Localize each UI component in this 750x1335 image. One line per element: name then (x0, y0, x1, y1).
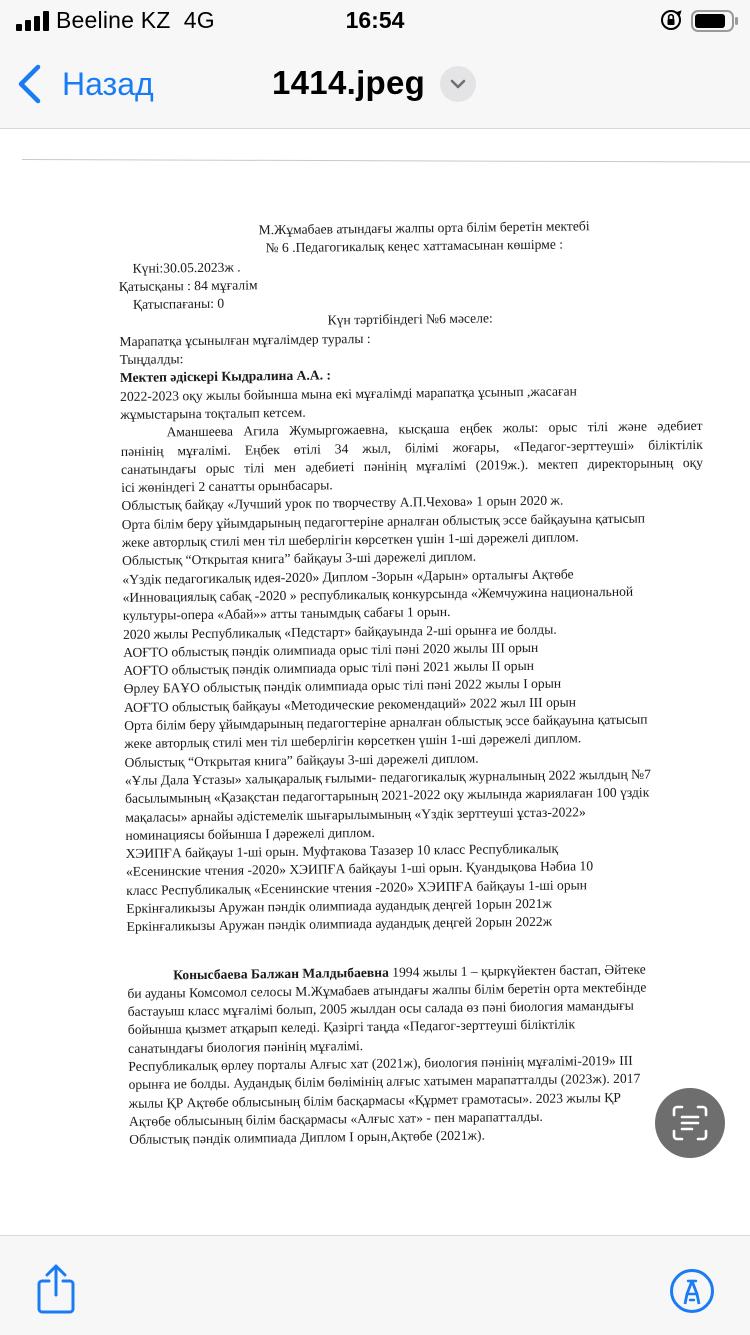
teacher1-line: басылымының «Қазақстан педагогтарының 2021-2022 оқу жылында жариялаған 100 үздік (124, 784, 650, 807)
teacher1-line: жеке авторлық стилі мен тіл шеберлігін көрсеткен үшін 1-ші дәрежелі диплом. (124, 730, 582, 752)
teacher2-intro: 1994 жылы 1 – қыркүйектен бастап, Әйтеке (388, 961, 646, 980)
carrier-name: Beeline KZ (56, 7, 171, 33)
page-title: 1414.jpeg (272, 64, 426, 101)
teacher1-line: АОҒТО облыстық байқауы «Методические рекомендаций» 2022 жыл III орын (123, 694, 577, 715)
teacher1-line: АОҒТО облыстық пәндік олимпиада орыс тілі пәні 2021 жылы II орын (123, 658, 535, 679)
back-label: Назад (62, 65, 154, 102)
teacher2-line: Ақтөбе облысының білім басқармасы «Алғыс хат» - пен марапатталды. (128, 1108, 543, 1129)
chevron-down-icon (449, 78, 467, 90)
teacher1-line: санатындағы орыс тілі мен әдебиеті пәнінің мұғалімі (2019ж.). мектеп директорының оқу (120, 454, 704, 477)
teacher1-line: Облыстық байқау «Лучший урок по творчеству А.П.Чехова» 1 орын 2020 ж. (121, 493, 564, 514)
teacher1-line: культуры-опера «Абай»» атты танымдық сабағы 1 орын. (122, 604, 451, 624)
teacher1-line: Еркінғаликызы Аружан пәндік олимпиада аудандық деңгей 1орын 2021ж (126, 895, 552, 916)
network-type: 4G (183, 7, 215, 33)
teacher1-line: «Үздік педагогикалық идея-2020» Диплом -3орын «Дарын» орталығы Ақтөбе (122, 566, 574, 587)
teacher1-line: Еркінғаликызы Аружан пәндік олимпиада аудандық деңгей 2орын 2022ж (126, 914, 553, 935)
bottom-toolbar (0, 1235, 750, 1335)
teacher1-line: Облыстық “Открытая книга” байқауы 3-ші дәрежелі диплом. (122, 548, 477, 569)
speaker-line: Мектеп әдіскері Кыдралина А.А. : (119, 367, 332, 386)
teacher1-line: пәнінің мұғалімі. Еңбек өтілі 34 жыл, білімі жоғары, «Педагог-зерттеуші» біліктілік (120, 436, 703, 459)
intro-line: жұмыстарына тоқталып кетсем. (120, 404, 306, 422)
teacher1-line: Облыстық “Открытая книга” байқауы 3-ші дәрежелі диплом. (124, 750, 479, 770)
teacher2-name: Конысбаева Балжан Малдыбаевна (173, 964, 389, 982)
status-bar (0, 0, 750, 42)
absent-line: Қатыспағаны: 0 (132, 295, 225, 313)
clock: 16:54 (345, 7, 405, 33)
teacher2-line: санатындағы биология пәнінің мұғалімі. (127, 1037, 364, 1056)
teacher1-line: Орта білім беру ұйымдарының педагогтеріне арналған облыстық эссе байқауына қатысып (124, 711, 648, 733)
rotation-lock-icon (660, 9, 682, 31)
back-chevron-icon (14, 63, 44, 105)
battery-icon (691, 10, 739, 32)
teacher1-line: жеке авторлық стилі мен тіл шеберлігін көрсеткен үшін 1-ші дәрежелі диплом. (121, 529, 579, 551)
school-name: М.Жұмабаев атындағы жалпы орта білім беретін мектебі (258, 218, 590, 238)
teacher2-line: жылы ҚР Ақтөбе облысының білім басқармасы «Құрмет грамотасы». 2023 жылы ҚР (128, 1089, 621, 1111)
teacher1-line: Орта білім беру ұйымдарының педагогтеріне арналған облыстық эссе байқауына қатысып (121, 510, 646, 532)
intro-line: 2022-2023 оқу жылы бойынша мына екі мұғалімді марапатқа ұсынып ,жасаған (120, 383, 577, 404)
topic-line: Марапатқа ұсынылған мұғалімдер туралы : (119, 330, 371, 349)
teacher2-line: Облыстық пәндік олимпиада Диплом I орын,Ақтөбе (2021ж). (129, 1127, 486, 1148)
agenda-line: Күн тәртібіндегі №6 мәселе: (327, 310, 493, 328)
teacher2-line: би ауданы Комсомол селосы М.Жұмабаев атындағы жалпы білім беретін орта мектебінде (127, 979, 647, 1001)
teacher2-achievements (127, 978, 711, 1150)
document-image[interactable] (0, 129, 750, 1235)
teacher1-achievements (121, 472, 709, 936)
heard-line: Тыңдалды: (119, 351, 184, 368)
teacher1-line: АОҒТО облыстық пәндік олимпиада орыс тілі пәні 2020 жылы III орын (123, 639, 539, 660)
teacher2-line: бойынша қызмет атқарып келеді. Қазіргі таңда «Педагог-зерттеуші біліктілік (127, 1016, 576, 1038)
teacher1-line: «Ұлы Дала Ұстазы» халықаралық ғылыми- педагогикалық журналының 2022 жылдың №7 (124, 766, 651, 788)
live-text-button[interactable] (655, 1088, 725, 1158)
teacher1-line: «Инновациялық сабақ -2020 » республикалық конкурсында «Жемчужина национальной (122, 583, 634, 605)
text-recognition-icon (671, 1104, 709, 1142)
teacher1-line: ХЭИПҒА байқауы 1-ші орын. Муфтакова Тазазер 10 класс Республикалық (125, 840, 559, 862)
teacher1-line: «Есенинские чтения -2020» ХЭИПҒА байқауы 1-ші орын. Қуандықова Нәбиа 10 (125, 858, 594, 880)
teacher1-line: класс Республикалық «Есенинские чтения -2020» ХЭИПҒА байқауы 1-ші орын (126, 877, 588, 898)
protocol-title: № 6 .Педагогикалық кеңес хаттамасынан көшірме : (265, 236, 564, 256)
date-line: Күні:30.05.2023ж . (132, 259, 241, 276)
teacher1-line: 2020 жылы Республикалық «Педстарт» байқауында 2-ші орынға ие болды. (122, 621, 557, 642)
teacher1-line: Аманшеева Агила Жумыргожаевна, кысқаша еңбек жолы: орыс тілі және әдебиет (166, 418, 703, 440)
scanned-document (118, 216, 711, 1150)
back-button[interactable] (14, 62, 154, 106)
teacher1-line: номинациясы бойынша I дәрежелі диплом. (125, 824, 375, 843)
teacher2-line: бастауыш класс мұғалімі болып, 2005 жылдан осы салада өз пәні биология мамандығы (127, 997, 634, 1020)
share-icon[interactable] (36, 1264, 76, 1314)
teacher1-line: мақаласы» арнайы әдістемелік шығарылымының «Үздік зерттеуші ұстаз-2022» (125, 803, 586, 825)
teacher2-line: орынға ие болды. Аудандық білім бөлімінің алғыс хатымен марапатталды (2023ж). 2017 (128, 1071, 641, 1093)
scan-edge-line (22, 159, 750, 163)
attended-line: Қатысқаны : 84 мұғалім (118, 277, 258, 294)
markup-icon[interactable] (669, 1268, 715, 1314)
teacher1-line: ісі жөніндегі 2 санатты орынбасары. (121, 477, 333, 496)
teacher1-line: Өрлеу БАҰО облыстық пәндік олимпиада орыс тілі пәні 2022 жылы I орын (123, 676, 562, 697)
navigation-bar (0, 42, 750, 129)
title-menu-button[interactable] (440, 66, 476, 102)
teacher2-line: Республикалық өрлеу порталы Алғыс хат (2021ж), биология пәнінің мұғалімі-2019» III (128, 1052, 633, 1074)
